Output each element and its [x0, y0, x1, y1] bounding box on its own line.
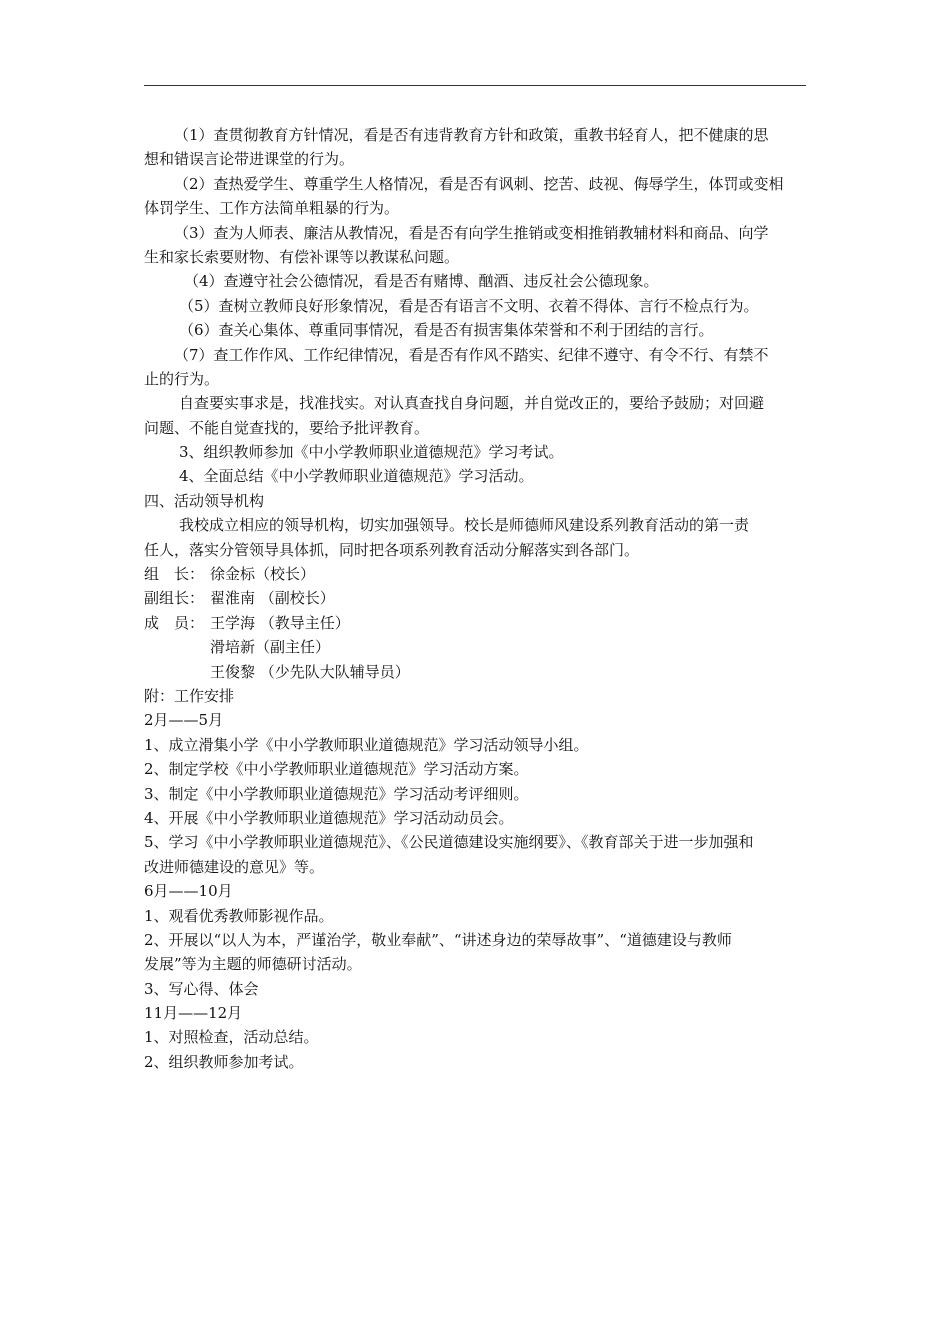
member-name: 滑培新（副主任）: [210, 638, 331, 657]
member-line: [144, 635, 806, 659]
schedule-line: 3、制定《中小学教师职业道德规范》学习活动考评细则。: [144, 784, 529, 803]
schedule-line: 11月——12月: [144, 1004, 243, 1023]
inspection-items-section: [144, 123, 806, 562]
schedule-line: 1、观看优秀教师影视作品。: [144, 906, 334, 925]
schedule-line: 2、制定学校《中小学教师职业道德规范》学习活动方案。: [144, 760, 529, 779]
paragraph-line: （6）查关心集体、尊重同事情况，看是否有损害集体荣誉和不利于团结的言行。: [179, 321, 714, 340]
schedule-line: 6月——10月: [144, 882, 233, 901]
schedule-line: 5、学习《中小学教师职业道德规范》、《公民道德建设实施纲要》、《教育部关于进一步加强和: [144, 833, 754, 852]
member-line: [144, 611, 806, 635]
schedule-line: 2、组织教师参加考试。: [144, 1052, 304, 1071]
paragraph-line: （5）查树立教师良好形象情况，看是否有语言不文明、衣着不得体、言行不检点行为。: [179, 296, 759, 315]
paragraph-line: 3、组织教师参加《中小学教师职业道德规范》学习考试。: [179, 443, 564, 462]
member-role-label: 成 员：: [144, 613, 205, 632]
schedule-line: 2月——5月: [144, 711, 224, 730]
paragraph-line: （4）查遵守社会公德情况，看是否有赌博、酗酒、违反社会公德现象。: [184, 272, 659, 291]
schedule-line: 2、开展以“以人为本，严谨治学，敬业奉献”、“讲述身边的荣辱故事”、“道德建设与教师: [144, 930, 732, 949]
member-role-label: 组 长：: [144, 565, 205, 584]
schedule-line: 4、开展《中小学教师职业道德规范》学习活动动员会。: [144, 808, 514, 827]
schedule-line: 1、对照检查，活动总结。: [144, 1028, 319, 1047]
paragraph-line: 四、活动领导机构: [144, 491, 265, 510]
member-role-label: 副组长：: [144, 589, 205, 608]
paragraph-line: （1）查贯彻教育方针情况，看是否有违背教育方针和政策，重教书轻育人，把不健康的思: [174, 126, 769, 144]
paragraph-line: （3）查为人师表、廉洁从教情况，看是否有向学生推销或变相推销教辅材料和商品、向学: [174, 223, 769, 242]
schedule-line: 1、成立滑集小学《中小学教师职业道德规范》学习活动领导小组。: [144, 735, 589, 754]
schedule-line: 3、写心得、体会: [144, 979, 259, 998]
paragraph-line: 自查要实事求是，找准找实。对认真查找自身问题，并自觉改正的，要给予鼓励；对回避: [179, 394, 765, 413]
leadership-members-section: [144, 562, 806, 684]
member-line: [144, 586, 806, 610]
paragraph-line: 问题、不能自觉查找的，要给予批评教育。: [144, 418, 430, 437]
paragraph-line: 止的行为。: [144, 369, 220, 388]
member-name: 王学海 （教导主任）: [210, 613, 350, 632]
paragraph-line: 任人，落实分管领导具体抓，同时把各项系列教育活动分解落实到各部门。: [144, 540, 640, 559]
member-name: 翟淮南 （副校长）: [210, 589, 335, 608]
paragraph-line: 体罚学生、工作方法简单粗暴的行为。: [144, 199, 400, 218]
work-schedule-section: [144, 684, 806, 1074]
schedule-line: 附：工作安排: [144, 686, 235, 705]
paragraph-line: 生和家长索要财物、有偿补课等以教谋私问题。: [144, 247, 460, 266]
paragraph-line: 想和错误言论带进课堂的行为。: [144, 150, 355, 169]
paragraph-line: 我校成立相应的领导机构，切实加强领导。校长是师德师风建设系列教育活动的第一责: [179, 516, 750, 535]
paragraph-line: （2）查热爱学生、尊重学生人格情况，看是否有讽刺、挖苦、歧视、侮辱学生，体罚或变相: [174, 174, 784, 193]
schedule-line: 发展”等为主题的师德研讨活动。: [144, 955, 362, 974]
member-name: 王俊黎 （少先队大队辅导员）: [210, 662, 410, 681]
member-line: [144, 660, 806, 684]
document-body: [144, 123, 806, 1074]
member-line: [144, 562, 806, 586]
paragraph-line: 4、全面总结《中小学教师职业道德规范》学习活动。: [179, 467, 534, 486]
schedule-line: 改进师德建设的意见》等。: [144, 857, 325, 876]
paragraph-line: （7）查工作作风、工作纪律情况，看是否有作风不踏实、纪律不遵守、有令不行、有禁不: [174, 345, 769, 364]
member-name: 徐金标（校长）: [210, 565, 316, 584]
header-rule: [144, 85, 806, 86]
